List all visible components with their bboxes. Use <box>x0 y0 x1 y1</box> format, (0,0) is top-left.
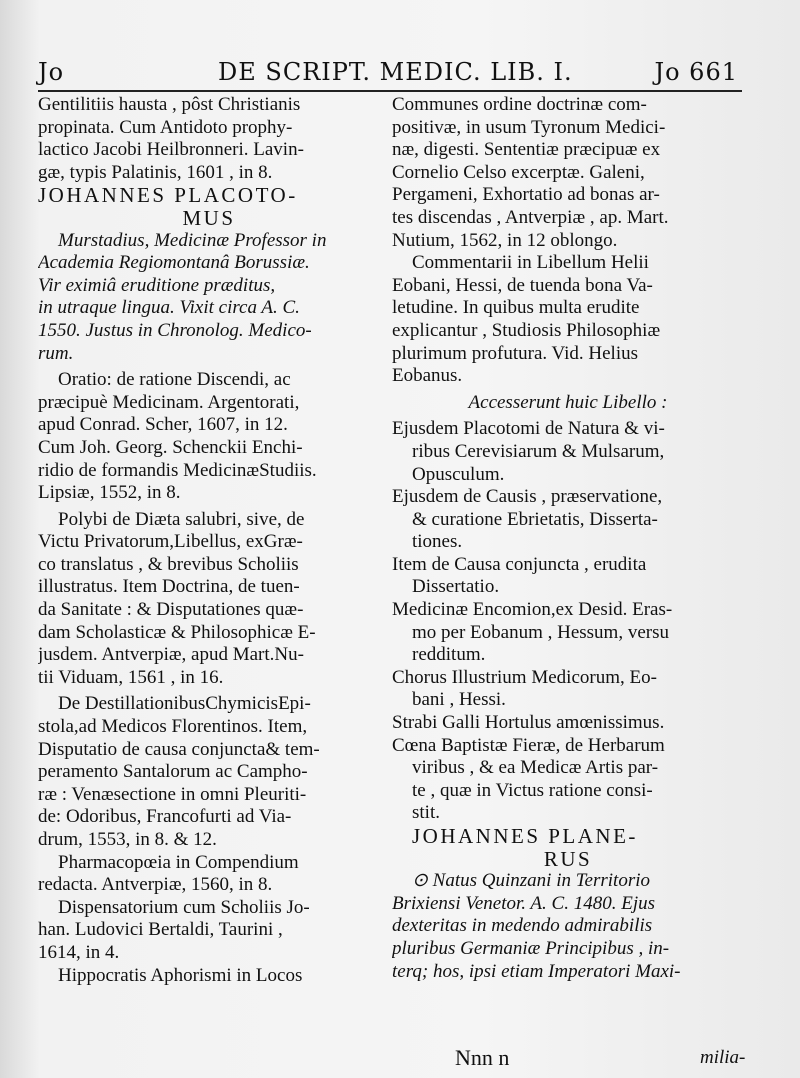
bio-line: in utraque lingua. Vixit circa A. C. <box>38 297 300 319</box>
text-line: da Sanitate : & Disputationes quæ- <box>38 599 304 621</box>
left-column <box>38 94 380 987</box>
text-line: te , quæ in Victus ratione consi- <box>412 779 653 801</box>
bio-line: rum. <box>38 342 74 364</box>
text-line: illustratus. Item Doctrina, de tuen- <box>38 576 300 598</box>
text-line: propinata. Cum Antidoto prophy- <box>38 116 293 138</box>
text-line: tii Viduam, 1561 , in 16. <box>38 666 224 688</box>
text-line: redditum. <box>412 644 486 666</box>
text-line: gæ, typis Palatinis, 1601 , in 8. <box>38 161 273 183</box>
text-line: peramento Santalorum ac Campho- <box>38 761 308 783</box>
text-line: præcipuè Medicinam. Argentorati, <box>38 391 300 413</box>
text-line: Victu Privatorum,Libellus, exGræ- <box>38 531 303 553</box>
header-title: DE SCRIPT. MEDIC. LIB. I. <box>218 58 573 86</box>
text-line: Eobani, Hessi, de tuenda bona Va- <box>392 274 653 296</box>
bio-line: pluribus Germaniæ Principibus , in- <box>392 937 670 959</box>
text-line: Ejusdem Placotomi de Natura & vi- <box>392 418 665 440</box>
text-line: 1614, in 4. <box>38 941 120 963</box>
text-line: jusdem. Antverpiæ, apud Mart.Nu- <box>38 644 304 666</box>
text-line: stit. <box>412 802 440 824</box>
text-line: Dissertatio. <box>412 576 500 598</box>
text-line: Hippocratis Aphorismi in Locos <box>58 964 303 986</box>
text-line: ribus Cerevisiarum & Mulsarum, <box>412 440 665 462</box>
text-line: ridio de formandis MedicinæStudiis. <box>38 459 317 481</box>
text-line: Item de Causa conjuncta , erudita <box>392 553 647 575</box>
bio-line: dexteritas in medendo admirabilis <box>392 915 653 937</box>
text-line: lactico Jacobi Heilbronneri. Lavin- <box>38 139 304 161</box>
bio-line: Murstadius, Medicinæ Professor in <box>58 229 327 251</box>
text-line: bani , Hessi. <box>412 689 506 711</box>
bio-line: 1550. Justus in Chronolog. Medico- <box>38 319 312 341</box>
text-line: Communes ordine doctrinæ com- <box>392 94 647 115</box>
right-column <box>392 94 744 983</box>
text-line: Polybi de Diæta salubri, sive, de <box>58 508 305 530</box>
text-line: Opusculum. <box>412 463 505 485</box>
subheading: Accesserunt huic Libello : <box>468 391 668 413</box>
bio-line: ⊙ Natus Quinzani in Territorio <box>412 870 650 892</box>
text-line: næ, digesti. Sententiæ præcipuæ ex <box>392 139 661 161</box>
text-line: plurimum profutura. Vid. Helius <box>392 342 639 364</box>
text-line: Cornelio Celso excerptæ. Galeni, <box>392 161 645 183</box>
text-line: ræ : Venæsectione in omni Pleuriti- <box>38 783 307 805</box>
header-page-number: Jo 661 <box>654 58 738 86</box>
text-line: viribus , & ea Medicæ Artis par- <box>412 757 659 779</box>
text-line: tes discendas , Antverpiæ , ap. Mart. <box>392 206 669 228</box>
text-line: Ejusdem de Causis , præservatione, <box>392 486 663 508</box>
text-line: Lipsiæ, 1552, in 8. <box>38 482 181 504</box>
text-line: mo per Eobanum , Hessum, versu <box>412 621 669 643</box>
text-line: han. Ludovici Bertaldi, Taurini , <box>38 919 283 941</box>
text-line: positivæ, in usum Tyronum Medici- <box>392 116 666 138</box>
signature-mark: Nnn n <box>455 1045 510 1070</box>
entry-heading: JOHANNES PLACOTO- <box>38 184 298 207</box>
text-line: Eobanus. <box>392 365 463 387</box>
header-rule <box>38 90 742 92</box>
text-line: drum, 1553, in 8. & 12. <box>38 829 217 850</box>
text-line: dam Scholasticæ & Philosophicæ E- <box>38 621 316 643</box>
text-line: letudine. In quibus multa erudite <box>392 297 640 319</box>
bio-line: Vir eximiâ eruditione præditus, <box>38 274 276 296</box>
text-line: Pharmacopœia in Compendium <box>58 851 299 873</box>
bio-line: terq; hos, ipsi etiam Imperatori Maxi- <box>392 960 681 982</box>
entry-heading: MUS <box>182 206 236 230</box>
bio-line: Academia Regiomontanâ Borussiæ. <box>38 252 310 274</box>
text-line: Pergameni, Exhortatio ad bonas ar- <box>392 184 660 206</box>
bio-line: Brixiensi Venetor. A. C. 1480. Ejus <box>392 892 655 914</box>
text-line: de: Odoribus, Francofurti ad Via- <box>38 806 292 828</box>
text-line: & curatione Ebrietatis, Disserta- <box>412 508 658 530</box>
catchword: milia- <box>700 1047 746 1068</box>
text-line: explicantur , Studiosis Philosophiæ <box>392 319 661 341</box>
text-line: stola,ad Medicos Florentinos. Item, <box>38 716 308 738</box>
text-line: tiones. <box>412 531 463 553</box>
entry-heading: JOHANNES PLANE- <box>412 825 638 848</box>
running-header <box>38 58 738 90</box>
text-line: Strabi Galli Hortulus amœnissimus. <box>392 712 665 734</box>
entry-heading: RUS <box>543 847 593 871</box>
text-line: apud Conrad. Scher, 1607, in 12. <box>38 414 288 436</box>
text-line: Dispensatorium cum Scholiis Jo- <box>58 896 310 918</box>
text-line: Cum Joh. Georg. Schenckii Enchi- <box>38 436 303 458</box>
header-left: Jo <box>38 58 65 86</box>
text-line: De DestillationibusChymicisEpi- <box>58 693 311 715</box>
text-line: co translatus , & brevibus Scholiis <box>38 553 299 575</box>
text-line: redacta. Antverpiæ, 1560, in 8. <box>38 874 273 896</box>
text-line: Nutium, 1562, in 12 oblongo. <box>392 229 618 251</box>
text-line: Chorus Illustrium Medicorum, Eo- <box>392 666 657 688</box>
text-line: Commentarii in Libellum Helii <box>412 252 649 274</box>
text-line: Gentilitiis hausta , pôst Christianis <box>38 94 301 115</box>
text-line: Cœna Baptistæ Fieræ, de Herbarum <box>392 734 665 756</box>
text-line: Medicinæ Encomion,ex Desid. Eras- <box>392 599 673 621</box>
text-line: Oratio: de ratione Discendi, ac <box>58 369 291 391</box>
text-line: Disputatio de causa conjuncta& tem- <box>38 738 320 760</box>
